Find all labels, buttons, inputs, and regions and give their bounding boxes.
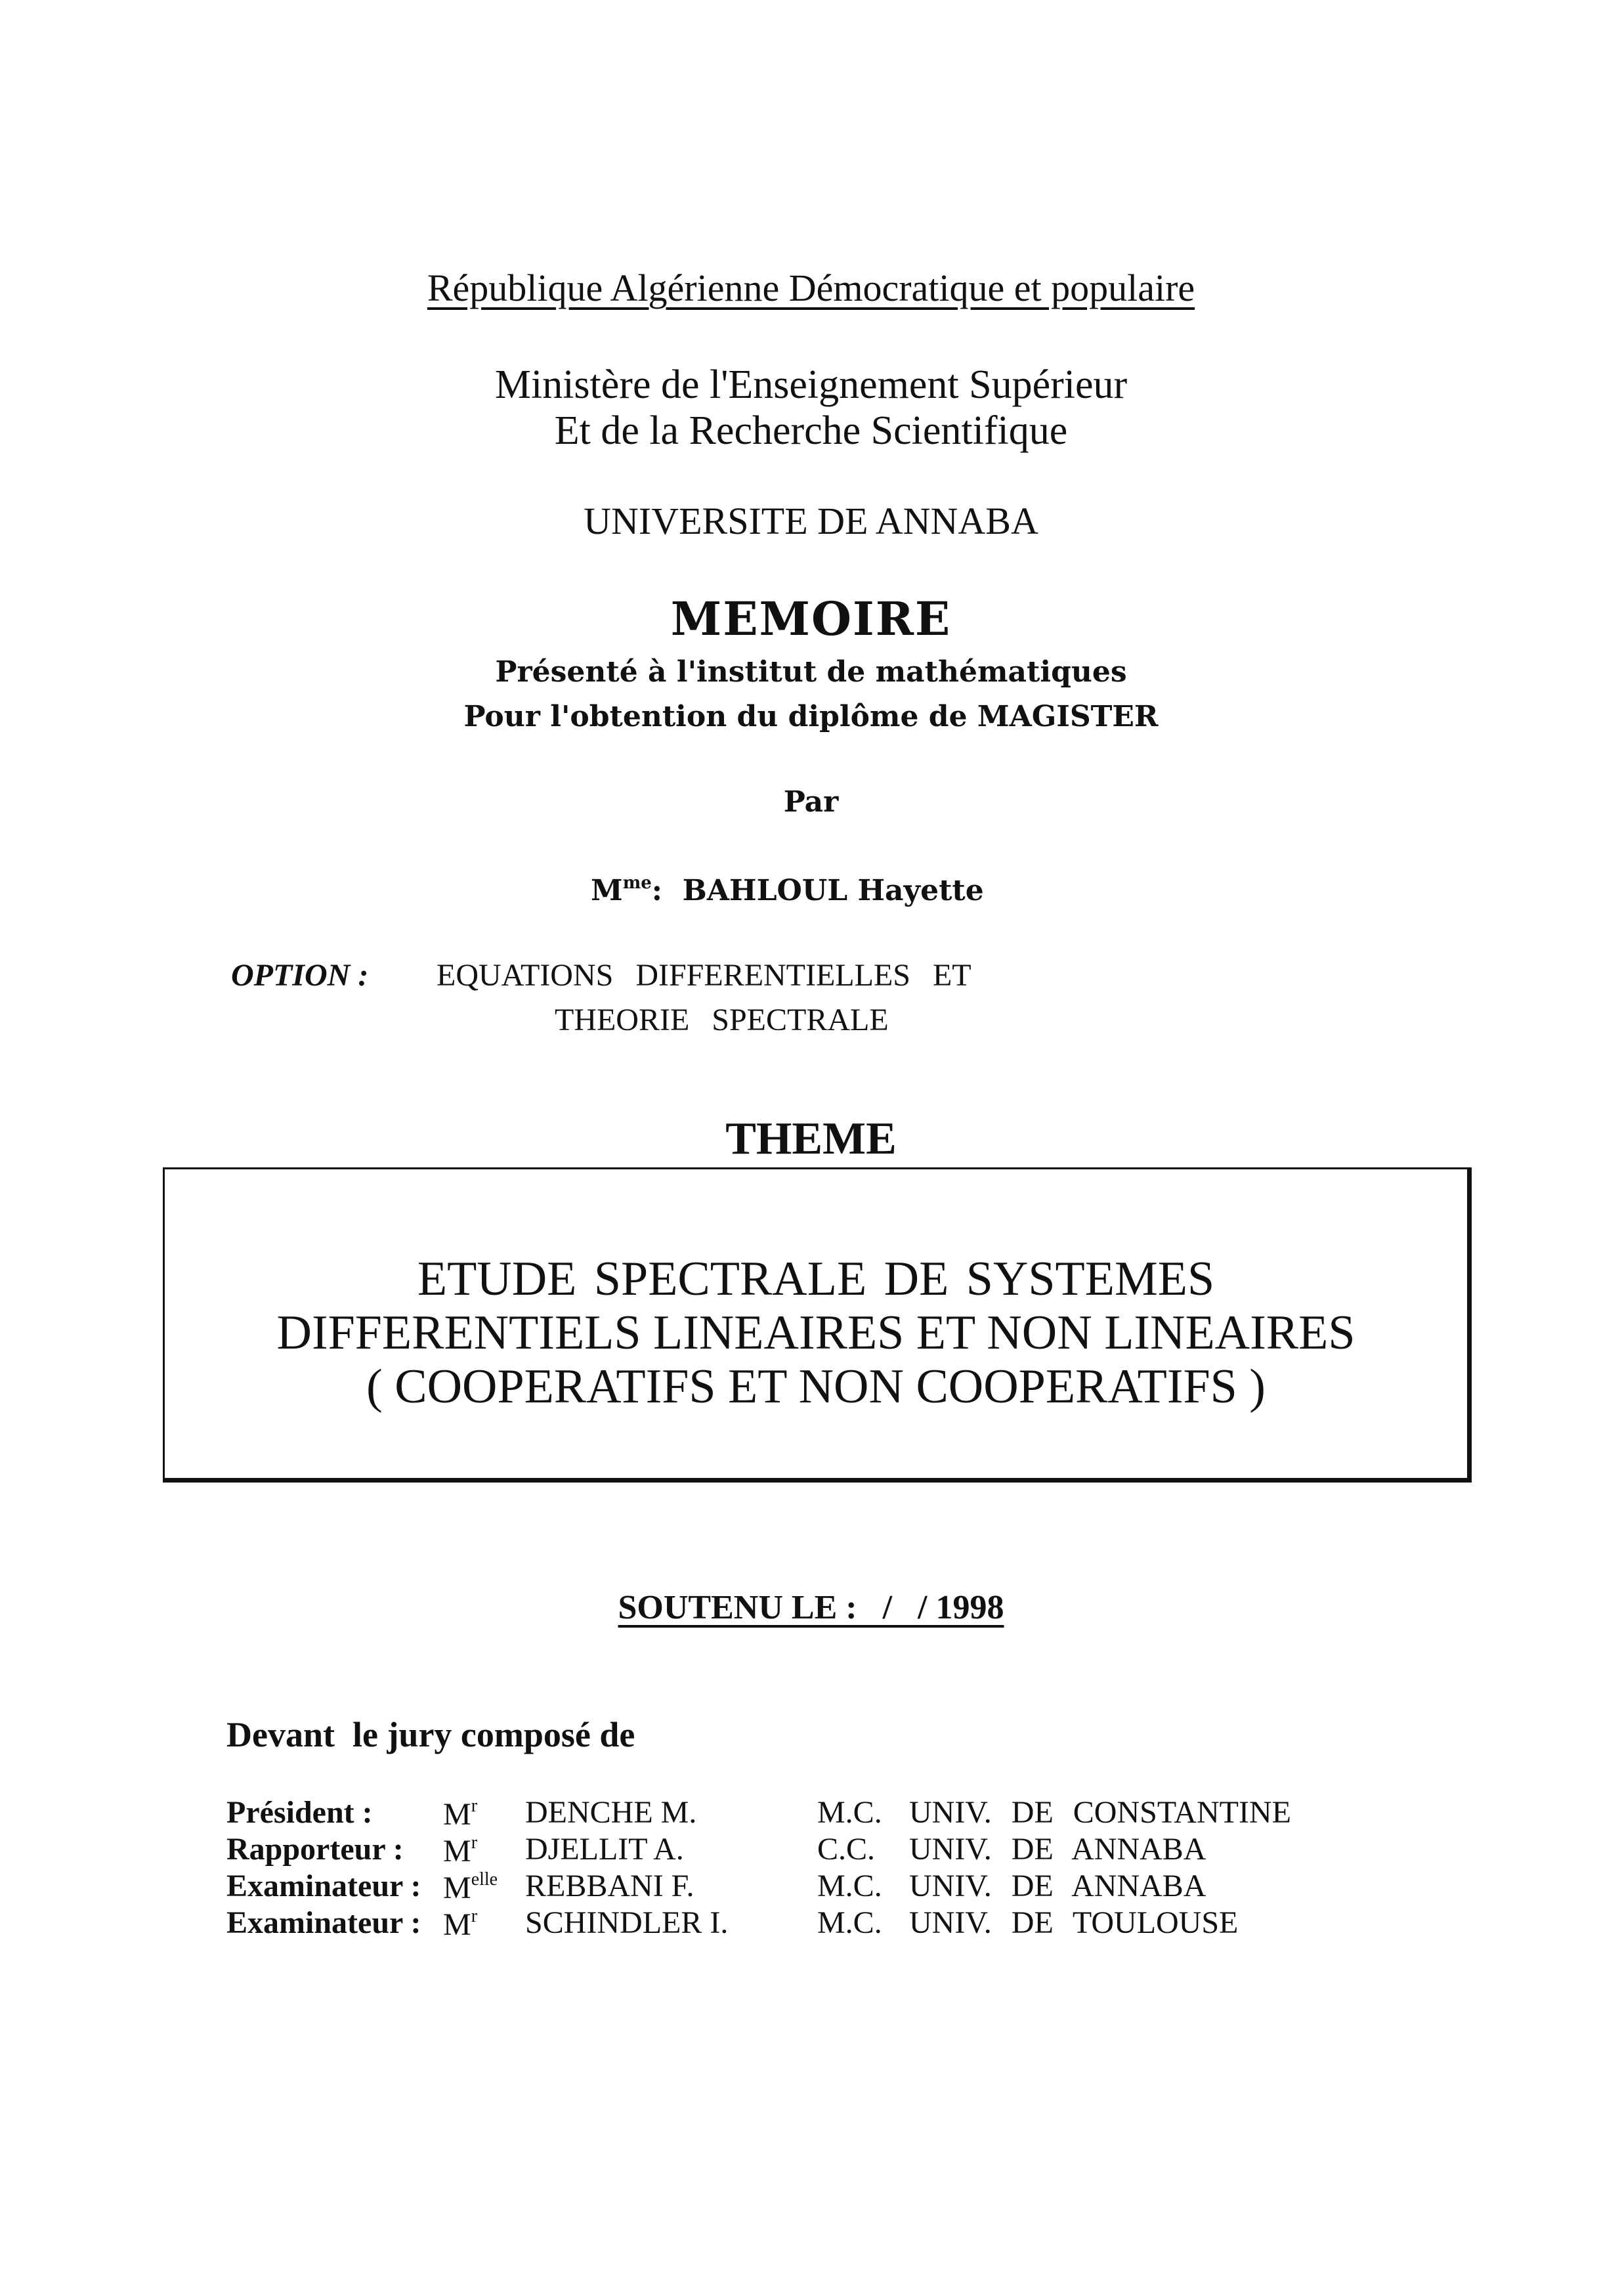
jury-grade: M.C. [817,1795,882,1830]
jury-role: Rapporteur : [226,1832,404,1867]
jury-grade: C.C. [817,1832,876,1867]
ministry-line-1: Ministère de l'Enseignement Supérieur [494,362,1128,407]
jury-institution: UNIV. DE ANNABA [909,1832,1206,1867]
jury-title: $M^r$ [443,1832,478,1869]
theme-heading: THEME [725,1114,897,1164]
jury-role: Examinateur : [226,1869,421,1903]
memoire-title: MEMOIRE [670,592,952,646]
jury-role: Examinateur : [226,1905,421,1940]
jury-title: $M^r$ [443,1906,478,1942]
option-label: OPTION : [231,958,369,993]
jury-row [0,1907,1622,1947]
jury-institution: UNIV. DE ANNABA [909,1869,1206,1903]
theme-title-line-1: ETUDE SPECTRALE DE SYSTEMES [417,1252,1215,1306]
theme-box [163,1167,1472,1483]
ministry-line-2: Et de la Recherche Scientifique [554,408,1068,453]
republic-heading: République Algérienne Démocratique et populaire [427,267,1195,309]
jury-name: DJELLIT A. [525,1832,684,1867]
jury-row [0,1797,1622,1836]
jury-grade: M.C. [817,1905,882,1940]
option-line-2: THEORIE SPECTRALE [555,1003,889,1037]
candidate-separator: : [651,874,663,907]
jury-heading: Devant le jury composé de [226,1715,635,1754]
jury-institution: UNIV. DE TOULOUSE [909,1905,1239,1940]
jury-title: $M^{elle}$ [443,1869,498,1905]
jury-name: SCHINDLER I. [525,1905,729,1940]
jury-institution: UNIV. DE CONSTANTINE [909,1795,1291,1830]
presented-line-1: Présenté à l'institut de mathématiques [495,655,1127,689]
jury-title: $M^r$ [443,1796,478,1832]
theme-title-line-3: ( COOPERATIFS ET NON COOPERATIFS ) [366,1360,1266,1414]
jury-grade: M.C. [817,1869,882,1903]
defense-date: SOUTENU LE : / / 1998 [618,1589,1004,1626]
candidate-name: BAHLOUL Hayette [682,874,984,907]
presented-line-2: Pour l'obtention du diplôme de MAGISTER [463,700,1159,733]
university-name: UNIVERSITE DE ANNABA [584,500,1038,542]
candidate [591,875,984,905]
candidate-prefix-sup: me [622,873,652,893]
jury-row [0,1871,1622,1910]
par-label: Par [783,785,839,819]
jury-name: REBBANI F. [525,1869,694,1903]
theme-title-line-2: DIFFERENTIELS LINEAIRES ET NON LINEAIRES [276,1306,1355,1360]
option-line-1: EQUATIONS DIFFERENTIELLES ET [437,958,971,993]
jury-row [0,1834,1622,1873]
candidate-prefix: M [591,874,623,907]
jury-name: DENCHE M. [525,1795,697,1830]
jury-role: Président : [226,1795,373,1830]
